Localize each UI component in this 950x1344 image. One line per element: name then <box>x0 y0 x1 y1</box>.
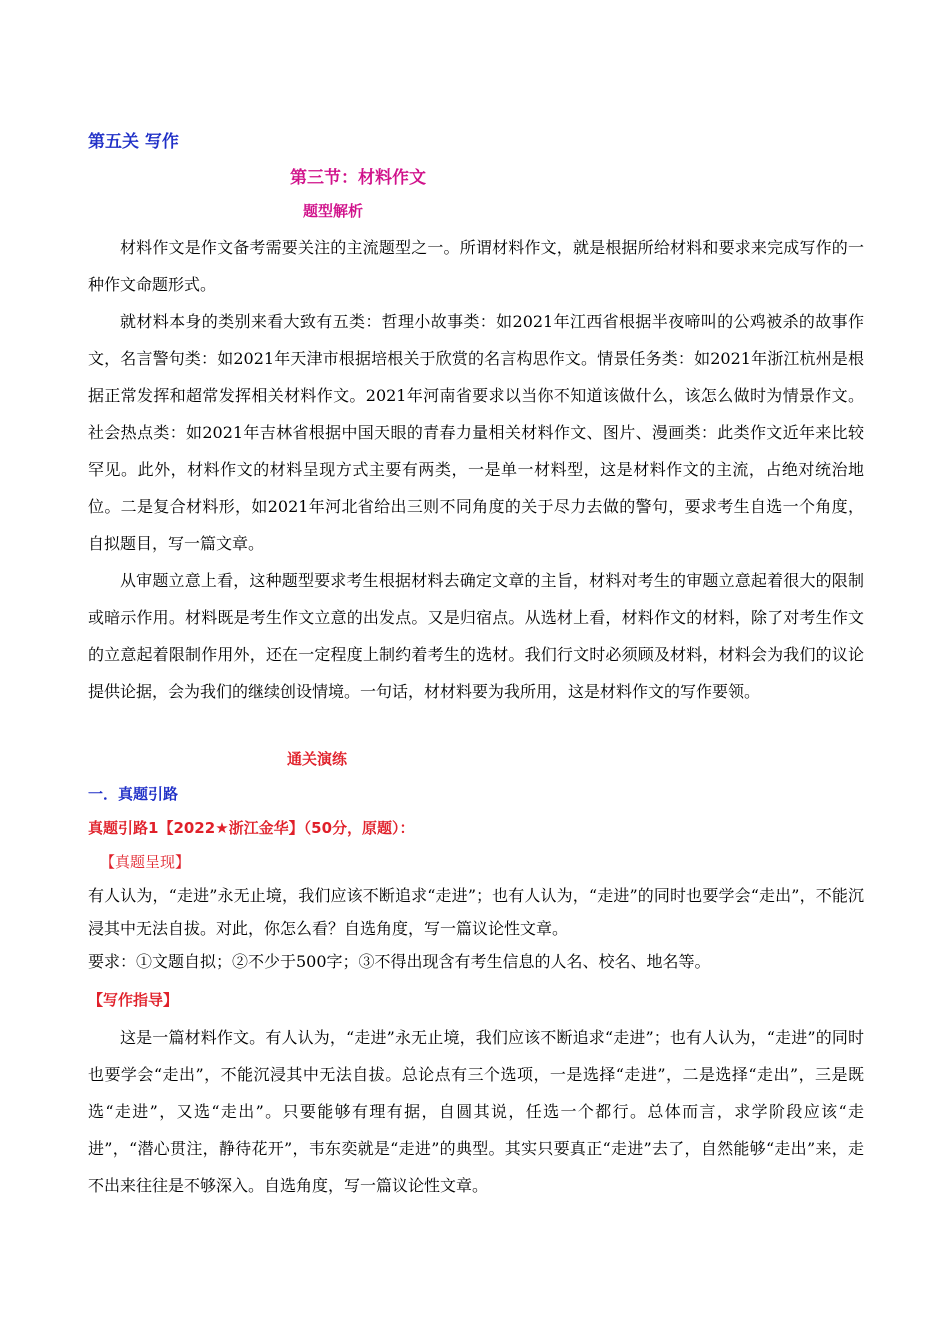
present-label: 【真题呈现】 <box>100 853 191 871</box>
section-subtitle: 题型解析 <box>303 202 364 220</box>
analysis-paragraph: 从审题立意上看，这种题型要求考生根据材料去确定文章的主旨，材料对考生的审题立意起着很大的限制或暗示作用。材料既是考生作文立意的出发点。又是归宿点。从选材上看，材料作文的材料，除了对考生作文的立意起着限制作用外，还在一定程度上制约着考生的选材。我们行文时必须顾及材料，材料会为我们的议论提供论据，会为我们的继续创设情境。一句话，材材料要为我所用，这是材料作文的写作要领。 <box>88 571 864 701</box>
analysis-paragraph: 材料作文是作文备考需要关注的主流题型之一。所谓材料作文，就是根据所给材料和要求来完成写作的一种作文命题形式。 <box>88 238 864 294</box>
analysis-body <box>88 229 864 710</box>
practice-heading: 通关演练 <box>287 750 348 768</box>
part-one-heading: 一．真题引路 <box>88 785 179 803</box>
analysis-paragraph: 就材料本身的类别来看大致有五类：哲理小故事类：如2021年江西省根据半夜啼叫的公鸡被杀的故事作文，名言警句类：如2021年天津市根据培根关于欣赏的名言构思作文。情景任务类：如2021年浙江杭州是根据正常发挥和超常发挥相关材料作文。2021年河南省要求以当你不知道该做什么，该怎么做时为情景作文。社会热点类：如2021年吉林省根据中国天眼的青春力量相关材料作文、图片、漫画类：此类作文近年来比较罕见。此外，材料作文的材料呈现方式主要有两类，一是单一材料型，这是材料作文的主流，占绝对统治地位。二是复合材料形，如2021年河北省给出三则不同角度的关于尽力去做的警句，要求考生自选一个角度，自拟题目，写一篇文章。 <box>88 312 864 553</box>
question-lead-source: ★浙江金华】（50分，原题）： <box>215 819 415 837</box>
question-lead-year: 【2022 <box>158 819 216 837</box>
chapter-title: 第五关 写作 <box>88 132 179 152</box>
guide-label: 【写作指导】 <box>88 991 179 1009</box>
question-lead <box>88 817 415 838</box>
guide-paragraph: 这是一篇材料作文。有人认为，“走进”永无止境，我们应该不断追求“走进”；也有人认为，“走进”的同时也要学会“走出”，不能沉浸其中无法自拔。总论点有三个选项，一是选择“走进”，二是选择“走出”，三是既选“走进”，又选“走出”。只要能够有理有据，自圆其说，任选一个都行。总体而言，求学阶段应该“走进”，“潜心贯注，静待花开”，韦东奕就是“走进”的典型。其实只要真正“走进”去了，自然能够“走出”来，走不出来往往是不够深入。自选角度，写一篇议论性文章。 <box>88 1028 864 1195</box>
section-title: 第三节：材料作文 <box>290 168 426 188</box>
question-requirement: 要求：①文题自拟；②不少于500字；③不得出现含有考生信息的人名、校名、地名等。 <box>88 952 711 971</box>
guide-body <box>88 1019 864 1204</box>
question-body <box>88 879 864 978</box>
question-prompt: 有人认为，“走进”永无止境，我们应该不断追求“走进”；也有人认为，“走进”的同时也要学会“走出”，不能沉浸其中无法自拔。对此，你怎么看？自选角度，写一篇议论性文章。 <box>88 886 864 938</box>
question-lead-label: 真题引路1 <box>88 819 159 837</box>
